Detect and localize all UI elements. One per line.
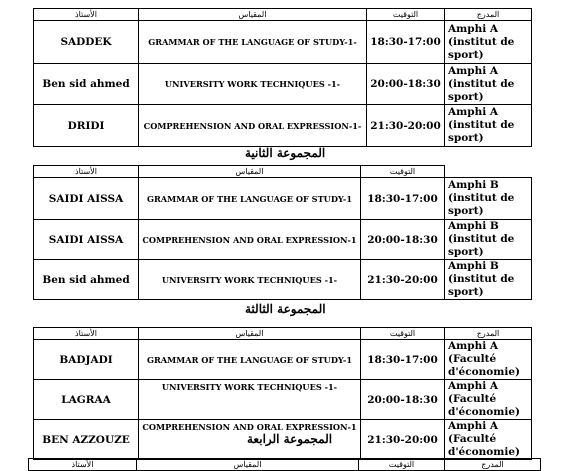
table-row <box>34 340 532 380</box>
module-cell: GRAMMAR OF THE LANGUAGE OF STUDY-1 <box>139 178 361 220</box>
header-room: المدرج <box>445 459 541 471</box>
time-cell: 20:00-18:30 <box>367 64 445 105</box>
module-cell: COMPREHENSION AND ORAL EXPRESSION-1 <box>139 420 361 460</box>
header-professor: الأستاذ <box>34 166 139 178</box>
time-cell: 18:30-17:00 <box>361 178 445 220</box>
header-room: المدرج <box>445 9 532 21</box>
time-cell: 21:30-20:00 <box>361 260 445 300</box>
table-row <box>34 178 532 220</box>
header-professor: الأستاذ <box>34 9 139 21</box>
professor-cell: SAIDI AISSA <box>34 178 139 220</box>
room-cell: Amphi A (institut de sport) <box>445 105 532 147</box>
time-cell: 18:30-17:00 <box>367 21 445 64</box>
table-row <box>34 380 532 420</box>
group1-table <box>33 8 532 147</box>
room-cell: Amphi A (institut de sport) <box>445 21 532 64</box>
time-cell: 18:30-17:00 <box>361 340 445 380</box>
room-cell: Amphi B (institut de sport) <box>445 178 532 220</box>
module-cell: COMPREHENSION AND ORAL EXPRESSION-1- <box>139 105 367 147</box>
professor-cell: SAIDI AISSA <box>34 220 139 260</box>
header-time: التوقيت <box>367 9 445 21</box>
header-module: المقياس <box>139 328 361 340</box>
module-cell: GRAMMAR OF THE LANGUAGE OF STUDY-1 <box>139 340 361 380</box>
room-cell: Amphi B (institut de sport) <box>445 220 532 260</box>
time-cell: 20:00-18:30 <box>361 380 445 420</box>
time-cell: 21:30-20:00 <box>367 105 445 147</box>
module-cell: UNIVERSITY WORK TECHNIQUES -1- <box>139 64 367 105</box>
header-room-empty <box>445 166 532 178</box>
table-row <box>34 220 532 260</box>
group3-title: المجموعة الثالثة <box>245 302 326 316</box>
header-module: المقياس <box>137 459 359 471</box>
room-cell: Amphi A (Faculté d'économie) <box>445 420 532 460</box>
professor-cell: BADJADI <box>34 340 139 380</box>
table-row <box>34 64 532 105</box>
room-cell: Amphi A (institut de sport) <box>445 64 532 105</box>
table-row <box>34 260 532 300</box>
module-cell: UNIVERSITY WORK TECHNIQUES -1- <box>139 380 361 420</box>
professor-cell: SADDEK <box>34 21 139 64</box>
module-cell: COMPREHENSION AND ORAL EXPRESSION-1 <box>139 220 361 260</box>
table-row <box>34 21 532 64</box>
header-time: التوقيت <box>359 459 445 471</box>
professor-cell: LAGRAA <box>34 380 139 420</box>
time-cell: 20:00-18:30 <box>361 220 445 260</box>
group4-title: المجموعة الرابعة <box>247 432 333 446</box>
room-cell: Amphi B (institut de sport) <box>445 260 532 300</box>
table-header-row <box>34 328 532 340</box>
group2-table <box>33 165 532 300</box>
professor-cell: Ben sid ahmed <box>34 260 139 300</box>
professor-cell: BEN AZZOUZE <box>34 420 139 460</box>
professor-cell: DRIDI <box>34 105 139 147</box>
table-header-row <box>34 166 532 178</box>
professor-cell: Ben sid ahmed <box>34 64 139 105</box>
header-room: المدرج <box>445 328 532 340</box>
header-professor: الأستاذ <box>29 459 137 471</box>
module-cell: UNIVERSITY WORK TECHNIQUES -1- <box>139 260 361 300</box>
room-cell: Amphi A (Faculté d'économie) <box>445 380 532 420</box>
time-cell: 21:30-20:00 <box>361 420 445 460</box>
module-cell: GRAMMAR OF THE LANGUAGE OF STUDY-1- <box>139 21 367 64</box>
room-cell: Amphi A (Faculté d'économie) <box>445 340 532 380</box>
group2-title: المجموعة الثانية <box>245 146 326 160</box>
header-time: التوقيت <box>361 166 445 178</box>
table-header-row <box>34 9 532 21</box>
table-row <box>34 105 532 147</box>
header-module: المقياس <box>139 9 367 21</box>
header-time: التوقيت <box>361 328 445 340</box>
header-professor: الأستاذ <box>34 328 139 340</box>
header-module: المقياس <box>139 166 361 178</box>
